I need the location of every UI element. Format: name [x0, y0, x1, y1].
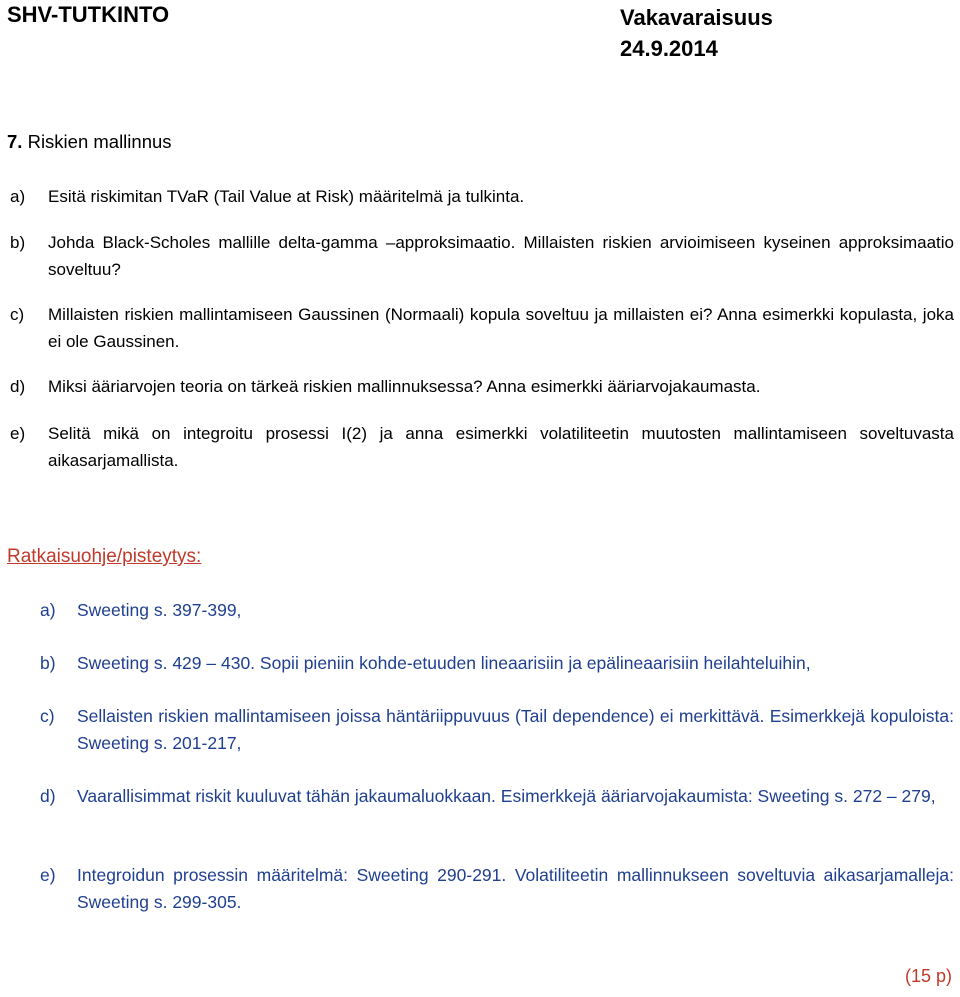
answer-reference: Integroidun prosessin määritelmä: Sweeting 290-291.	[77, 865, 507, 885]
answer-label: b)	[40, 653, 56, 673]
answer-note: Esimerkkejä ääriarvojakaumista: Sweeting s. 272 – 279,	[500, 786, 936, 806]
answer-note: Sopii pieniin kohde-etuuden lineaarisiin ja epälineaarisiin heilahteluihin,	[259, 653, 811, 673]
question-text: Selitä mikä on integroitu prosessi I(2) ja anna esimerkki volatiliteetin muutosten mallintamiseen soveltuvasta aikasarjamallista.	[48, 424, 954, 470]
section-name: Riskien mallinnus	[27, 131, 172, 152]
header-right	[620, 2, 773, 64]
question-label: b)	[10, 233, 26, 252]
question-label: a)	[10, 187, 26, 206]
answer-b	[40, 650, 954, 677]
answer-text	[77, 650, 954, 677]
question-text: Miksi ääriarvojen teoria on tärkeä riskien mallinnuksessa? Anna esimerkki ääriarvojakaumasta.	[48, 377, 761, 396]
exam-title: SHV-TUTKINTO	[7, 2, 170, 27]
exam-subject: Vakavaraisuus	[620, 5, 773, 30]
answer-reference: Sweeting s. 429 – 430.	[77, 653, 256, 673]
answer-a	[40, 597, 954, 624]
answer-d	[40, 783, 954, 810]
question-b	[10, 229, 954, 283]
exam-date: 24.9.2014	[620, 36, 718, 61]
question-a	[10, 183, 954, 210]
answer-note: Volatiliteetin mallinnukseen soveltuvia aikasarjamalleja: Sweeting s. 299-305.	[77, 865, 954, 912]
answer-c	[40, 703, 954, 757]
answer-text	[77, 783, 954, 810]
answer-text: Sweeting s. 397-399,	[77, 600, 242, 620]
points-total: (15 p)	[904, 966, 952, 986]
answer-label: e)	[40, 865, 56, 885]
question-text: Esitä riskimitan TVaR (Tail Value at Risk) määritelmä ja tulkinta.	[48, 187, 525, 206]
answer-label: d)	[40, 786, 56, 806]
solution-title: Ratkaisuohje/pisteytys:	[7, 546, 202, 567]
question-label: e)	[10, 424, 26, 443]
answer-text: Sellaisten riskien mallintamiseen joissa häntäriippuvuus (Tail dependence) ei merkittävä. Esimerkkejä kopuloista: Sweeting s. 201-217,	[77, 706, 954, 753]
answer-label: c)	[40, 706, 55, 726]
question-d	[10, 373, 954, 400]
answer-label: a)	[40, 600, 56, 620]
question-text: Johda Black-Scholes mallille delta-gamma –approksimaatio. Millaisten riskien arvioimiseen kyseinen approksimaatio soveltuu?	[48, 233, 954, 279]
section-title	[7, 131, 172, 153]
question-label: d)	[10, 377, 26, 396]
question-label: c)	[10, 305, 25, 324]
answer-text	[77, 862, 954, 916]
question-c	[10, 301, 954, 355]
question-text: Millaisten riskien mallintamiseen Gaussinen (Normaali) kopula soveltuu ja millaisten ei? Anna esimerkki kopulasta, joka ei ole Gaussinen.	[48, 305, 954, 351]
question-e	[10, 420, 954, 474]
answer-e	[40, 862, 954, 916]
answer-reference: Vaarallisimmat riskit kuuluvat tähän jakaumaluokkaan.	[77, 786, 496, 806]
section-number: 7.	[7, 131, 23, 152]
